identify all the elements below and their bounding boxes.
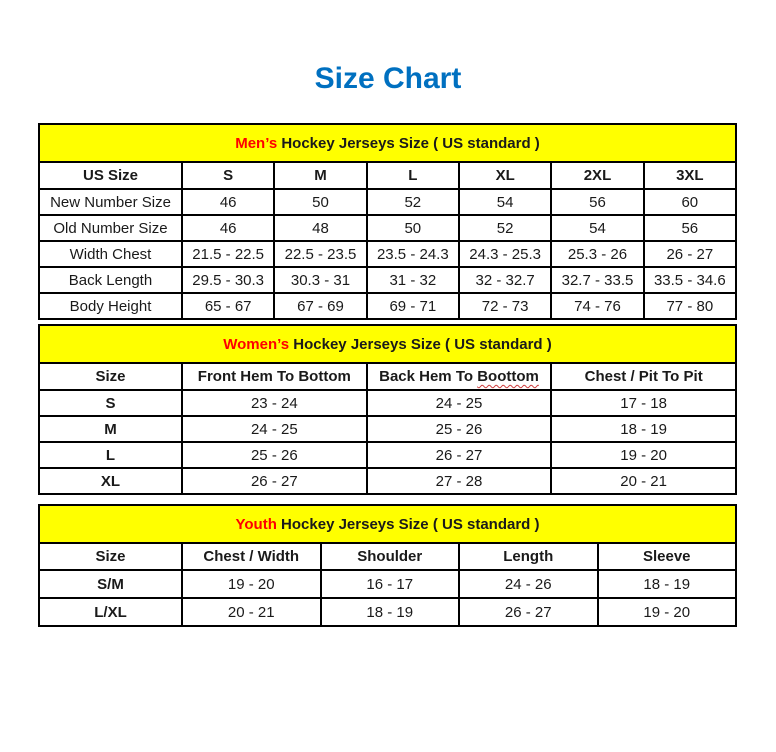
table-cell: 50 bbox=[274, 189, 366, 215]
table-row bbox=[39, 570, 736, 598]
mens-banner-text: Hockey Jerseys Size ( US standard ) bbox=[281, 134, 540, 152]
table-cell: 32.7 - 33.5 bbox=[551, 267, 643, 293]
youth-column-size: Size bbox=[39, 543, 182, 570]
table-cell: 46 bbox=[182, 189, 274, 215]
row-label-xl: XL bbox=[39, 468, 182, 494]
table-cell: 26 - 27 bbox=[182, 468, 367, 494]
table-cell: 19 - 20 bbox=[182, 570, 321, 598]
womens-column-size: Size bbox=[39, 363, 182, 390]
table-row bbox=[39, 293, 736, 319]
mens-column-xl: XL bbox=[459, 162, 551, 189]
table-cell: 24 - 25 bbox=[182, 416, 367, 442]
womens-column-back-hem bbox=[367, 363, 552, 390]
table-cell: 48 bbox=[274, 215, 366, 241]
row-label-m: M bbox=[39, 416, 182, 442]
womens-banner-text: Hockey Jerseys Size ( US standard ) bbox=[293, 335, 552, 353]
youth-column-chest: Chest / Width bbox=[182, 543, 321, 570]
womens-column-chest: Chest / Pit To Pit bbox=[551, 363, 736, 390]
womens-table-banner bbox=[39, 325, 736, 363]
youth-column-length: Length bbox=[459, 543, 598, 570]
mens-header-row bbox=[39, 162, 736, 189]
table-cell: 52 bbox=[459, 215, 551, 241]
table-cell: 20 - 21 bbox=[182, 598, 321, 626]
youth-banner-row bbox=[39, 505, 736, 543]
table-cell: 19 - 20 bbox=[598, 598, 737, 626]
table-cell: 20 - 21 bbox=[551, 468, 736, 494]
table-row bbox=[39, 215, 736, 241]
mens-column-l: L bbox=[367, 162, 459, 189]
youth-column-sleeve: Sleeve bbox=[598, 543, 737, 570]
mens-column-s: S bbox=[182, 162, 274, 189]
mens-column-us-size: US Size bbox=[39, 162, 182, 189]
table-cell: 72 - 73 bbox=[459, 293, 551, 319]
womens-size-table bbox=[38, 324, 737, 495]
mens-banner-row bbox=[39, 124, 736, 162]
mens-table-banner bbox=[39, 124, 736, 162]
table-cell: 50 bbox=[367, 215, 459, 241]
table-cell: 18 - 19 bbox=[551, 416, 736, 442]
table-cell: 18 - 19 bbox=[598, 570, 737, 598]
table-row bbox=[39, 416, 736, 442]
table-row bbox=[39, 189, 736, 215]
table-cell: 24 - 25 bbox=[367, 390, 552, 416]
table-cell: 54 bbox=[459, 189, 551, 215]
mens-column-2xl: 2XL bbox=[551, 162, 643, 189]
table-cell: 23 - 24 bbox=[182, 390, 367, 416]
table-cell: 29.5 - 30.3 bbox=[182, 267, 274, 293]
mens-banner-highlight: Men’s bbox=[235, 134, 278, 152]
table-cell: 46 bbox=[182, 215, 274, 241]
table-cell: 52 bbox=[367, 189, 459, 215]
row-label-l: L bbox=[39, 442, 182, 468]
youth-table-banner bbox=[39, 505, 736, 543]
table-cell: 27 - 28 bbox=[367, 468, 552, 494]
table-cell: 24 - 26 bbox=[459, 570, 598, 598]
table-cell: 30.3 - 31 bbox=[274, 267, 366, 293]
table-cell: 77 - 80 bbox=[644, 293, 736, 319]
table-row bbox=[39, 598, 736, 626]
row-label-body-height: Body Height bbox=[39, 293, 182, 319]
womens-column-front-hem: Front Hem To Bottom bbox=[182, 363, 367, 390]
table-row bbox=[39, 468, 736, 494]
table-cell: 31 - 32 bbox=[367, 267, 459, 293]
size-chart-tables bbox=[38, 123, 737, 627]
table-cell: 22.5 - 23.5 bbox=[274, 241, 366, 267]
table-cell: 23.5 - 24.3 bbox=[367, 241, 459, 267]
row-label-new-number-size: New Number Size bbox=[39, 189, 182, 215]
table-cell: 33.5 - 34.6 bbox=[644, 267, 736, 293]
mens-size-table bbox=[38, 123, 737, 320]
row-label-back-length: Back Length bbox=[39, 267, 182, 293]
table-cell: 74 - 76 bbox=[551, 293, 643, 319]
table-cell: 54 bbox=[551, 215, 643, 241]
table-cell: 25 - 26 bbox=[367, 416, 552, 442]
table-row bbox=[39, 390, 736, 416]
womens-column-back-hem-misspelled-word: Boottom bbox=[477, 368, 539, 385]
table-row bbox=[39, 241, 736, 267]
youth-header-row bbox=[39, 543, 736, 570]
table-cell: 69 - 71 bbox=[367, 293, 459, 319]
table-cell: 16 - 17 bbox=[321, 570, 460, 598]
mens-column-3xl: 3XL bbox=[644, 162, 736, 189]
womens-header-row bbox=[39, 363, 736, 390]
page-title: Size Chart bbox=[314, 62, 462, 95]
womens-banner-highlight: Women’s bbox=[223, 335, 290, 353]
row-label-width-chest: Width Chest bbox=[39, 241, 182, 267]
mens-column-m: M bbox=[274, 162, 366, 189]
table-cell: 60 bbox=[644, 189, 736, 215]
table-cell: 17 - 18 bbox=[551, 390, 736, 416]
table-cell: 18 - 19 bbox=[321, 598, 460, 626]
youth-banner-text: Hockey Jerseys Size ( US standard ) bbox=[281, 515, 540, 533]
table-cell: 25.3 - 26 bbox=[551, 241, 643, 267]
table-cell: 19 - 20 bbox=[551, 442, 736, 468]
table-cell: 56 bbox=[551, 189, 643, 215]
womens-column-back-hem-prefix: Back Hem To bbox=[379, 368, 474, 385]
table-cell: 26 - 27 bbox=[644, 241, 736, 267]
table-cell: 26 - 27 bbox=[367, 442, 552, 468]
row-label-lxl: L/XL bbox=[39, 598, 182, 626]
table-row bbox=[39, 267, 736, 293]
row-label-sm: S/M bbox=[39, 570, 182, 598]
table-cell: 65 - 67 bbox=[182, 293, 274, 319]
row-label-old-number-size: Old Number Size bbox=[39, 215, 182, 241]
table-cell: 67 - 69 bbox=[274, 293, 366, 319]
row-label-s: S bbox=[39, 390, 182, 416]
table-cell: 24.3 - 25.3 bbox=[459, 241, 551, 267]
youth-banner-highlight: Youth bbox=[235, 515, 277, 533]
table-cell: 25 - 26 bbox=[182, 442, 367, 468]
table-cell: 32 - 32.7 bbox=[459, 267, 551, 293]
youth-column-shoulder: Shoulder bbox=[321, 543, 460, 570]
womens-banner-row bbox=[39, 325, 736, 363]
table-cell: 56 bbox=[644, 215, 736, 241]
table-cell: 26 - 27 bbox=[459, 598, 598, 626]
youth-size-table bbox=[38, 504, 737, 627]
table-cell: 21.5 - 22.5 bbox=[182, 241, 274, 267]
table-row bbox=[39, 442, 736, 468]
